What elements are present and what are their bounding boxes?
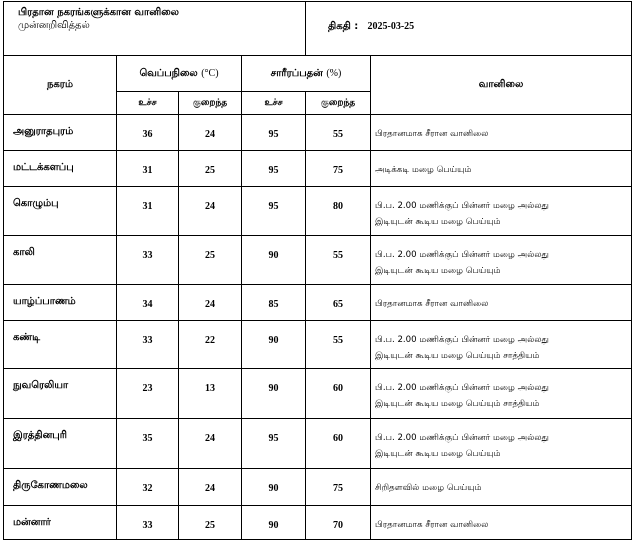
humidity-high: 95	[242, 187, 306, 236]
humidity-low: 65	[306, 285, 371, 321]
date-label: திகதி :	[328, 21, 359, 32]
humidity-label: சாரீரப்பதன்	[270, 67, 323, 79]
title-line2: முன்னறிவித்தல்	[18, 20, 90, 31]
temp-low: 24	[179, 285, 242, 321]
humidity-low: 80	[306, 187, 371, 236]
table-row	[4, 469, 632, 506]
humidity-column-header	[242, 56, 371, 92]
table-row	[4, 506, 632, 540]
temp-low-header: குறைந்த	[179, 92, 242, 115]
weather-description: பி.ப. 2.00 மணிக்குப் பின்னர் மழை அல்லது இடியுடன் கூடிய மழை பெய்யும் சாத்தியம்	[371, 369, 632, 419]
temp-low: 22	[179, 321, 242, 369]
weather-description: அடிக்கடி மழை பெய்யும்	[371, 151, 632, 187]
temp-high: 31	[117, 187, 179, 236]
city-name: யாழ்ப்பாணம்	[4, 285, 117, 321]
weather-description: பி.ப. 2.00 மணிக்குப் பின்னர் மழை அல்லது இடியுடன் கூடிய மழை பெய்யும்	[371, 187, 632, 236]
humidity-high: 90	[242, 369, 306, 419]
temp-high: 31	[117, 151, 179, 187]
temperature-unit: (°C)	[201, 67, 219, 79]
humidity-low: 60	[306, 419, 371, 469]
temp-low: 24	[179, 419, 242, 469]
date-cell	[306, 2, 632, 56]
forecast-table	[3, 1, 632, 540]
temp-low: 25	[179, 236, 242, 285]
city-name: காலி	[4, 236, 117, 285]
weather-description: பிரதானமாக சீரான வானிலை	[371, 506, 632, 540]
city-name: கண்டி	[4, 321, 117, 369]
temp-low: 25	[179, 151, 242, 187]
humidity-low: 55	[306, 115, 371, 151]
title-row	[4, 2, 632, 56]
humidity-high: 95	[242, 419, 306, 469]
city-name: அனுராதபுரம்	[4, 115, 117, 151]
humidity-low: 55	[306, 321, 371, 369]
humidity-high: 90	[242, 236, 306, 285]
city-name: திருகோணமலை	[4, 469, 117, 506]
weather-description: சிறிதளவில் மழை பெய்யும்	[371, 469, 632, 506]
header-row	[4, 56, 632, 92]
table-row	[4, 151, 632, 187]
temp-low: 13	[179, 369, 242, 419]
city-column-header: நகரம்	[4, 56, 117, 115]
city-name: கொழும்பு	[4, 187, 117, 236]
temp-high: 34	[117, 285, 179, 321]
humidity-high: 95	[242, 115, 306, 151]
temp-low: 24	[179, 115, 242, 151]
humidity-high: 95	[242, 151, 306, 187]
date-value: 2025-03-25	[367, 21, 415, 32]
weather-description: பிரதானமாக சீரான வானிலை	[371, 285, 632, 321]
temp-high: 36	[117, 115, 179, 151]
table-row	[4, 115, 632, 151]
weather-description: பி.ப. 2.00 மணிக்குப் பின்னர் மழை அல்லது இடியுடன் கூடிய மழை பெய்யும்	[371, 419, 632, 469]
humidity-high: 85	[242, 285, 306, 321]
humidity-low: 60	[306, 369, 371, 419]
temp-low: 25	[179, 506, 242, 540]
weather-description: பி.ப. 2.00 மணிக்குப் பின்னர் மழை அல்லது இடியுடன் கூடிய மழை பெய்யும்	[371, 236, 632, 285]
temp-high: 33	[117, 321, 179, 369]
table-row	[4, 187, 632, 236]
humidity-high: 90	[242, 506, 306, 540]
humidity-unit: (%)	[326, 67, 342, 79]
temperature-column-header	[117, 56, 242, 92]
city-name: மன்னார்	[4, 506, 117, 540]
city-name: மட்டக்களப்பு	[4, 151, 117, 187]
temp-high: 33	[117, 236, 179, 285]
humidity-low: 75	[306, 151, 371, 187]
city-name: இரத்தினபுரி	[4, 419, 117, 469]
city-name: நுவரெலியா	[4, 369, 117, 419]
temp-high-header: உச்ச	[117, 92, 179, 115]
temp-high: 23	[117, 369, 179, 419]
title-line1: பிரதான நகரங்களுக்கான வானிலை	[18, 7, 179, 18]
temp-high: 32	[117, 469, 179, 506]
humidity-high: 90	[242, 321, 306, 369]
temp-low: 24	[179, 187, 242, 236]
weather-description: பிரதானமாக சீரான வானிலை	[371, 115, 632, 151]
humidity-high: 90	[242, 469, 306, 506]
weather-description: பி.ப. 2.00 மணிக்குப் பின்னர் மழை அல்லது இடியுடன் கூடிய மழை பெய்யும் சாத்தியம்	[371, 321, 632, 369]
table-row	[4, 285, 632, 321]
table-row	[4, 236, 632, 285]
table-row	[4, 369, 632, 419]
weather-column-header: வானிலை	[371, 56, 632, 115]
table-row	[4, 419, 632, 469]
humidity-low: 70	[306, 506, 371, 540]
humidity-low: 75	[306, 469, 371, 506]
humidity-low: 55	[306, 236, 371, 285]
page-title	[4, 2, 306, 56]
table-row	[4, 321, 632, 369]
temperature-label: வெப்பநிலை	[139, 67, 198, 79]
temp-high: 35	[117, 419, 179, 469]
humidity-low-header: குறைந்த	[306, 92, 371, 115]
temp-low: 24	[179, 469, 242, 506]
temp-high: 33	[117, 506, 179, 540]
humidity-high-header: உச்ச	[242, 92, 306, 115]
